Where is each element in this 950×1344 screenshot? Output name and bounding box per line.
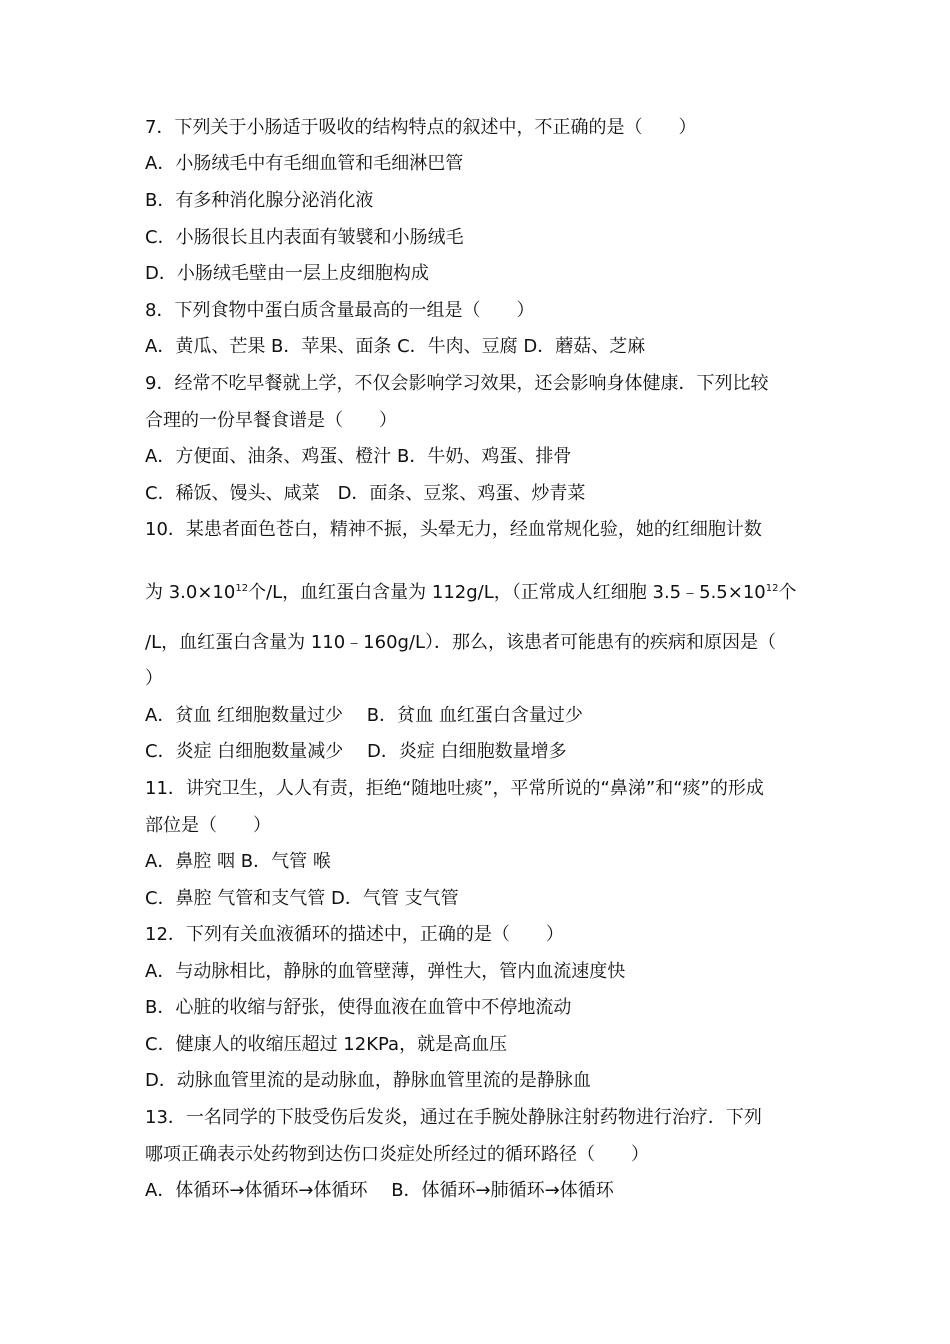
question-12-option-d: D．动脉血管里流的是动脉血，静脉血管里流的是静脉血 — [145, 1070, 591, 1091]
question-10-options-ab: A．贫血 红细胞数量过少 B．贫血 血红蛋白含量过少 — [145, 705, 583, 726]
q10-exponent-1: 12 — [235, 583, 249, 594]
question-10-stem-line-3: /L，血红蛋白含量为 110﹣160g/L）．那么，该患者可能患有的疾病和原因是（ — [145, 632, 777, 653]
question-9-stem-line-1: 9．经常不吃早餐就上学，不仅会影响学习效果，还会影响身体健康．下列比较 — [145, 373, 769, 394]
question-10-stem-line-4: ） — [145, 668, 163, 689]
q10-exponent-2: 12 — [765, 583, 779, 594]
question-13-options-ab: A．体循环→体循环→体循环 B．体循环→肺循环→体循环 — [145, 1180, 614, 1201]
question-7-option-c: C．小肠很长且内表面有皱襞和小肠绒毛 — [145, 227, 464, 248]
question-8-stem: 8．下列食物中蛋白质含量最高的一组是（ ） — [145, 300, 535, 321]
question-7-option-b: B．有多种消化腺分泌消化液 — [145, 190, 374, 211]
question-11-options-ab: A．鼻腔 咽 B．气管 喉 — [145, 851, 331, 872]
question-13-stem-line-2: 哪项正确表示处药物到达伤口炎症处所经过的循环路径（ ） — [145, 1144, 649, 1165]
question-11-stem-line-1: 11．讲究卫生，人人有责，拒绝“随地吐痰”，平常所说的“鼻涕”和“痰”的形成 — [145, 778, 764, 799]
q10-text-part-2: 个/L，血红蛋白含量为 112g/L，（正常成人红细胞 3.5﹣5.5×10 — [248, 582, 766, 603]
question-11-stem-line-2: 部位是（ ） — [145, 815, 271, 836]
question-7-option-a: A．小肠绒毛中有毛细血管和毛细淋巴管 — [145, 153, 464, 174]
q10-text-part-3: 个 — [778, 582, 797, 603]
q10-text-part-1: 为 3.0×10 — [145, 582, 236, 603]
question-12-stem: 12．下列有关血液循环的描述中，正确的是（ ） — [145, 924, 564, 945]
question-9-stem-line-2: 合理的一份早餐食谱是（ ） — [145, 410, 397, 431]
question-13-stem-line-1: 13．一名同学的下肢受伤后发炎，通过在手腕处静脉注射药物进行治疗．下列 — [145, 1107, 762, 1128]
question-12-option-a: A．与动脉相比，静脉的血管壁薄，弹性大，管内血流速度快 — [145, 961, 626, 982]
question-8-options: A．黄瓜、芒果 B．苹果、面条 C．牛肉、豆腐 D．蘑菇、芝麻 — [145, 336, 646, 357]
question-10-stem-line-1: 10．某患者面色苍白，精神不振，头晕无力，经血常规化验，她的红细胞计数 — [145, 519, 762, 540]
question-9-options-cd: C．稀饭、馒头、咸菜 D．面条、豆浆、鸡蛋、炒青菜 — [145, 483, 586, 504]
question-12-option-b: B．心脏的收缩与舒张，使得血液在血管中不停地流动 — [145, 997, 572, 1018]
question-7-stem: 7．下列关于小肠适于吸收的结构特点的叙述中，不正确的是（ ） — [145, 117, 697, 138]
question-12-option-c: C．健康人的收缩压超过 12KPa，就是高血压 — [145, 1034, 508, 1055]
question-11-options-cd: C．鼻腔 气管和支气管 D．气管 支气管 — [145, 888, 459, 909]
question-9-options-ab: A．方便面、油条、鸡蛋、橙汁 B．牛奶、鸡蛋、排骨 — [145, 446, 572, 467]
question-10-options-cd: C．炎症 白细胞数量减少 D．炎症 白细胞数量增多 — [145, 741, 567, 762]
question-10-stem-line-2 — [145, 582, 796, 604]
question-7-option-d: D．小肠绒毛壁由一层上皮细胞构成 — [145, 263, 429, 284]
